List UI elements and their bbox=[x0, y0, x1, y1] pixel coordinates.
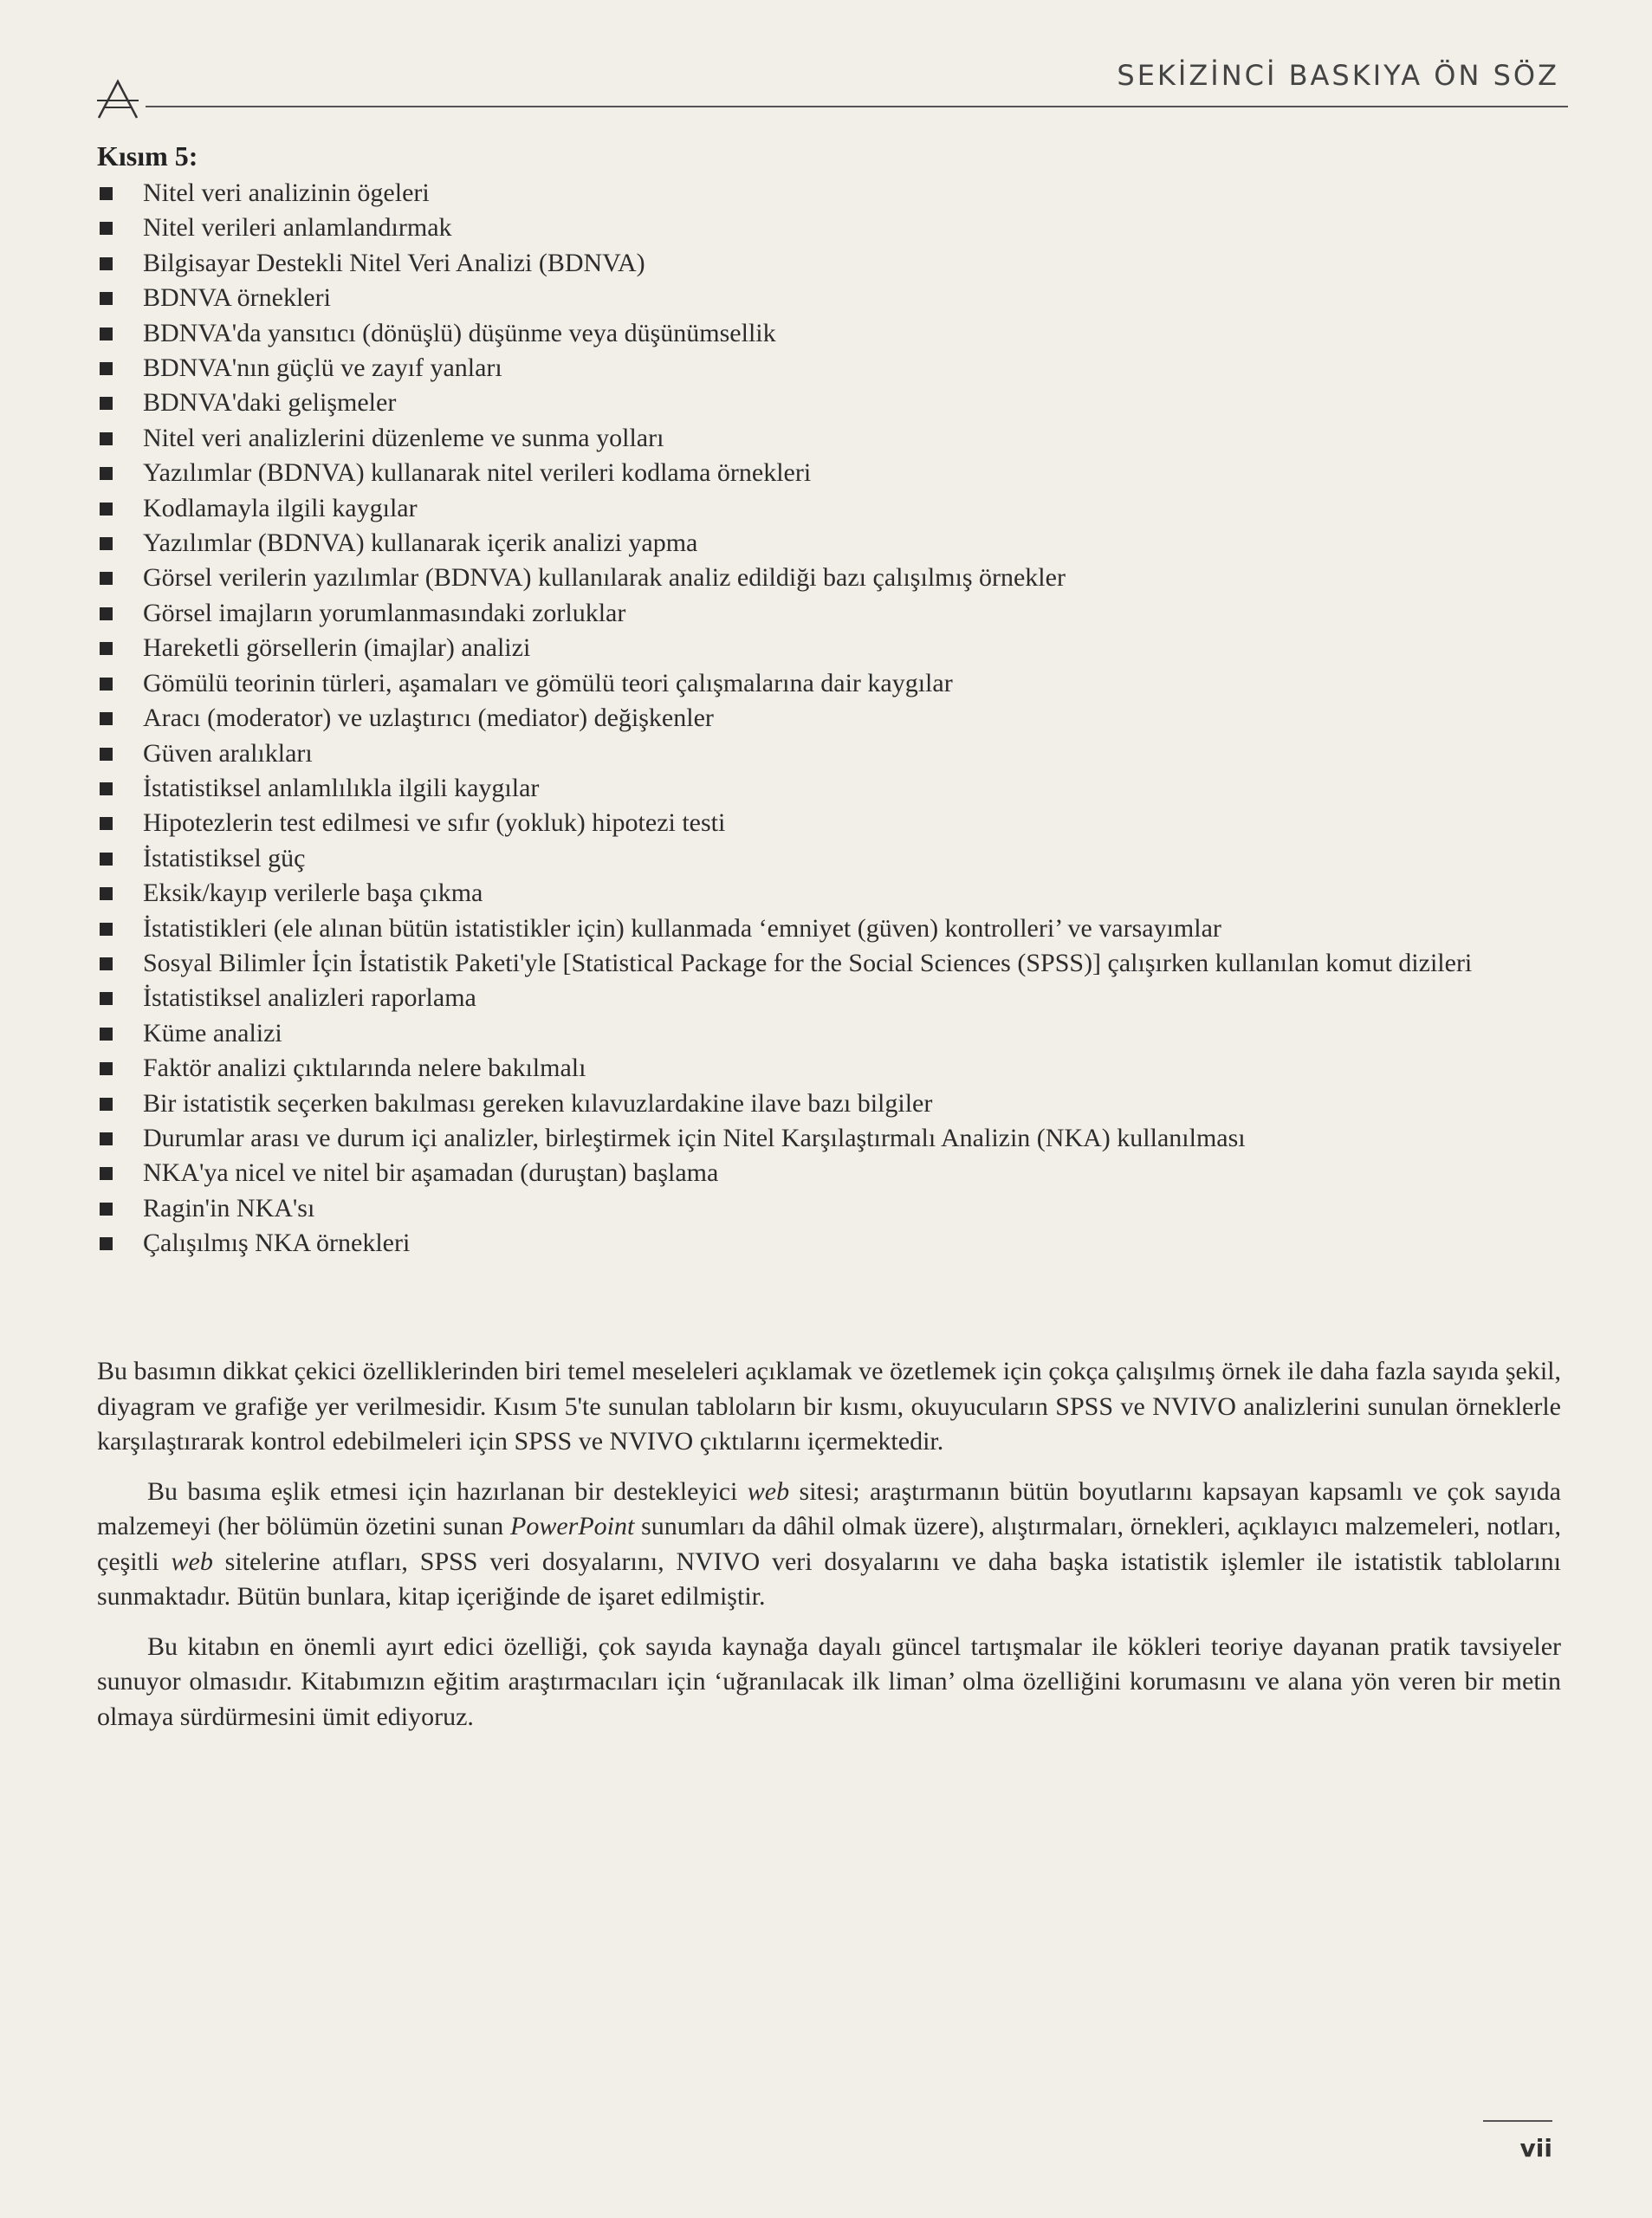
paragraph-3: Bu kitabın en önemli ayırt edici özelliği, çok sayıda kaynağa dayalı güncel tartışmalar ile kökleri teoriye dayanan pratik tavsiyeler sunuyor olmasıdır. Kitabımızın eğitim araştırmacıları için ‘uğranılacak ilk liman’ olma özelliğini korumasını ve alana yön veren bir metin olmaya sürdürmesini ümit ediyoruz. bbox=[97, 1631, 1561, 1731]
list-item bbox=[97, 211, 1561, 245]
square-bullet-icon bbox=[100, 572, 113, 585]
list-item-text: Yazılımlar (BDNVA) kullanarak nitel verileri kodlama örnekleri bbox=[143, 458, 812, 488]
page-number: vii bbox=[1519, 2134, 1552, 2163]
square-bullet-icon bbox=[100, 748, 113, 761]
paragraph-2-part-c: sunumları da dâhil olmak üzere), alıştırmaları, örnekleri, açıklayıcı malzemeleri, notları, çeşitli bbox=[97, 1512, 1561, 1576]
paragraph-2-part-b: sitesi; araştırmanın bütün boyutlarını kapsayan kapsamlı ve çok sayıda malzemeyi (her bölümün özetini sunan bbox=[97, 1476, 1561, 1540]
square-bullet-icon bbox=[100, 1098, 113, 1111]
list-item bbox=[97, 701, 1561, 736]
list-item bbox=[97, 1191, 1561, 1226]
list-item bbox=[97, 1121, 1561, 1156]
square-bullet-icon bbox=[100, 467, 113, 480]
list-item-text: BDNVA örnekleri bbox=[143, 283, 331, 313]
list-item bbox=[97, 666, 1561, 701]
square-bullet-icon bbox=[100, 432, 113, 445]
list-item-text: Eksik/kayıp verilerle başa çıkma bbox=[143, 879, 483, 908]
list-item-text: NKA'ya nicel ve nitel bir aşamadan (duruştan) başlama bbox=[143, 1158, 719, 1188]
list-item-text: Ragin'in NKA'sı bbox=[143, 1193, 315, 1222]
square-bullet-icon bbox=[100, 853, 113, 866]
running-head: SEKİZİNCİ BASKIYA ÖN SÖZ bbox=[1117, 59, 1559, 92]
list-item bbox=[97, 911, 1561, 946]
list-item bbox=[97, 946, 1561, 981]
page-header bbox=[95, 52, 1559, 113]
section-title: Kısım 5: bbox=[97, 140, 198, 172]
square-bullet-icon bbox=[100, 1203, 113, 1216]
square-bullet-icon bbox=[100, 1237, 113, 1250]
list-item-text: Görsel verilerin yazılımlar (BDNVA) kullanılarak analiz edildiği bazı çalışılmış örnekler bbox=[143, 563, 1066, 593]
square-bullet-icon bbox=[100, 607, 113, 620]
square-bullet-icon bbox=[100, 1062, 113, 1075]
list-item-text: Hareketli görsellerin (imajlar) analizi bbox=[143, 633, 531, 663]
list-item bbox=[97, 1156, 1561, 1190]
list-item-text: İstatistiksel anlamlılıkla ilgili kaygılar bbox=[143, 773, 540, 802]
list-item bbox=[97, 806, 1561, 840]
list-item bbox=[97, 1086, 1561, 1121]
square-bullet-icon bbox=[100, 328, 113, 340]
list-item-text: Durumlar arası ve durum içi analizler, birleştirmek için Nitel Karşılaştırmalı Analizin (NKA) kullanılması bbox=[143, 1123, 1246, 1152]
list-item bbox=[97, 841, 1561, 876]
list-item-text: İstatistiksel analizleri raporlama bbox=[143, 983, 476, 1013]
list-item-text: Hipotezlerin test edilmesi ve sıfır (yokluk) hipotezi testi bbox=[143, 808, 726, 838]
topic-list bbox=[97, 176, 1561, 1261]
list-item-text: Gömülü teorinin türleri, aşamaları ve gömülü teori çalışmalarına dair kaygılar bbox=[143, 668, 953, 697]
list-item bbox=[97, 1226, 1561, 1261]
paragraph-2-powerpoint-term: PowerPoint bbox=[510, 1512, 635, 1540]
list-item bbox=[97, 876, 1561, 911]
list-item bbox=[97, 421, 1561, 456]
list-item-text: Yazılımlar (BDNVA) kullanarak içerik analizi yapma bbox=[143, 529, 698, 558]
square-bullet-icon bbox=[100, 992, 113, 1005]
list-item bbox=[97, 1016, 1561, 1051]
list-item-text: Nitel veri analizinin ögeleri bbox=[143, 178, 430, 207]
paragraph-2-web-term: web bbox=[747, 1476, 790, 1506]
paragraph-2-part-d: sitelerine atıfları, SPSS veri dosyalarını, NVIVO veri dosyalarını ve daha başka istatistik işlemler ile istatistik tablolarını sunmaktadır. Bütün bunlara, kitap içeriğinde de işaret edilmiştir. bbox=[97, 1547, 1561, 1611]
paragraph-2 bbox=[97, 1475, 1561, 1615]
body-text bbox=[97, 1354, 1561, 1749]
list-item bbox=[97, 736, 1561, 771]
square-bullet-icon bbox=[100, 1132, 113, 1145]
list-item bbox=[97, 351, 1561, 386]
list-item-text: Faktör analizi çıktılarında nelere bakılmalı bbox=[143, 1054, 586, 1083]
square-bullet-icon bbox=[100, 817, 113, 830]
square-bullet-icon bbox=[100, 503, 113, 516]
list-item bbox=[97, 386, 1561, 420]
square-bullet-icon bbox=[100, 1028, 113, 1041]
header-rule bbox=[146, 106, 1568, 107]
paragraph-2-web-term-2: web bbox=[171, 1547, 213, 1576]
list-item-text: BDNVA'da yansıtıcı (dönüşlü) düşünme veya düşünümsellik bbox=[143, 318, 776, 347]
list-item bbox=[97, 561, 1561, 595]
list-item-text: Nitel verileri anlamlandırmak bbox=[143, 213, 452, 243]
list-item-text: Nitel veri analizlerini düzenleme ve sunma yolları bbox=[143, 423, 664, 452]
publisher-logo-icon bbox=[95, 78, 140, 121]
list-item bbox=[97, 491, 1561, 526]
list-item-text: Bilgisayar Destekli Nitel Veri Analizi (BDNVA) bbox=[143, 248, 645, 277]
list-item bbox=[97, 771, 1561, 806]
list-item-text: İstatistikleri (ele alınan bütün istatistikler için) kullanmada ‘emniyet (güven) kontrolleri’ ve varsayımlar bbox=[143, 913, 1221, 943]
square-bullet-icon bbox=[100, 678, 113, 691]
list-item bbox=[97, 981, 1561, 1015]
list-item-text: BDNVA'daki gelişmeler bbox=[143, 388, 397, 418]
square-bullet-icon bbox=[100, 187, 113, 200]
list-item-text: Görsel imajların yorumlanmasındaki zorluklar bbox=[143, 598, 626, 627]
square-bullet-icon bbox=[100, 642, 113, 655]
list-item-text: BDNVA'nın güçlü ve zayıf yanları bbox=[143, 353, 502, 383]
square-bullet-icon bbox=[100, 222, 113, 235]
paragraph-1: Bu basımın dikkat çekici özelliklerinden biri temel meseleleri açıklamak ve özetlemek için çokça çalışılmış örnek ile daha fazla sayıda şekil, diyagram ve grafiğe yer verilmesidir. Kısım 5'te sunulan tabloların bir kısmı, okuyucuların SPSS ve NVIVO analizlerini sunulan örneklerle karşılaştırarak kontrol edebilmeleri için SPSS ve NVIVO çıktılarını içermektedir. bbox=[97, 1357, 1561, 1456]
square-bullet-icon bbox=[100, 957, 113, 970]
square-bullet-icon bbox=[100, 887, 113, 900]
square-bullet-icon bbox=[100, 782, 113, 795]
square-bullet-icon bbox=[100, 537, 113, 550]
list-item-text: Küme analizi bbox=[143, 1018, 282, 1047]
list-item bbox=[97, 281, 1561, 315]
list-item-text: İstatistiksel güç bbox=[143, 843, 306, 872]
list-item-text: Aracı (moderator) ve uzlaştırıcı (mediator) değişkenler bbox=[143, 704, 714, 733]
list-item bbox=[97, 176, 1561, 211]
footer-rule bbox=[1483, 2120, 1552, 2122]
square-bullet-icon bbox=[100, 362, 113, 375]
list-item bbox=[97, 526, 1561, 561]
square-bullet-icon bbox=[100, 292, 113, 305]
list-item bbox=[97, 316, 1561, 351]
list-item bbox=[97, 456, 1561, 490]
square-bullet-icon bbox=[100, 397, 113, 410]
list-item bbox=[97, 596, 1561, 631]
list-item bbox=[97, 631, 1561, 665]
list-item-text: Bir istatistik seçerken bakılması gereken kılavuzlardakine ilave bazı bilgiler bbox=[143, 1088, 933, 1118]
list-item-text: Kodlamayla ilgili kaygılar bbox=[143, 493, 418, 522]
list-item bbox=[97, 1051, 1561, 1086]
square-bullet-icon bbox=[100, 257, 113, 270]
list-item-text: Çalışılmış NKA örnekleri bbox=[143, 1229, 411, 1258]
square-bullet-icon bbox=[100, 923, 113, 936]
square-bullet-icon bbox=[100, 1167, 113, 1180]
paragraph-2-part-a: Bu basıma eşlik etmesi için hazırlanan bir destekleyici bbox=[147, 1476, 748, 1506]
list-item bbox=[97, 246, 1561, 281]
square-bullet-icon bbox=[100, 712, 113, 725]
list-item-text: Sosyal Bilimler İçin İstatistik Paketi'yle [Statistical Package for the Social Sciences (SPSS)] çalışırken kullanılan komut dizileri bbox=[143, 948, 1473, 977]
list-item-text: Güven aralıkları bbox=[143, 738, 313, 768]
